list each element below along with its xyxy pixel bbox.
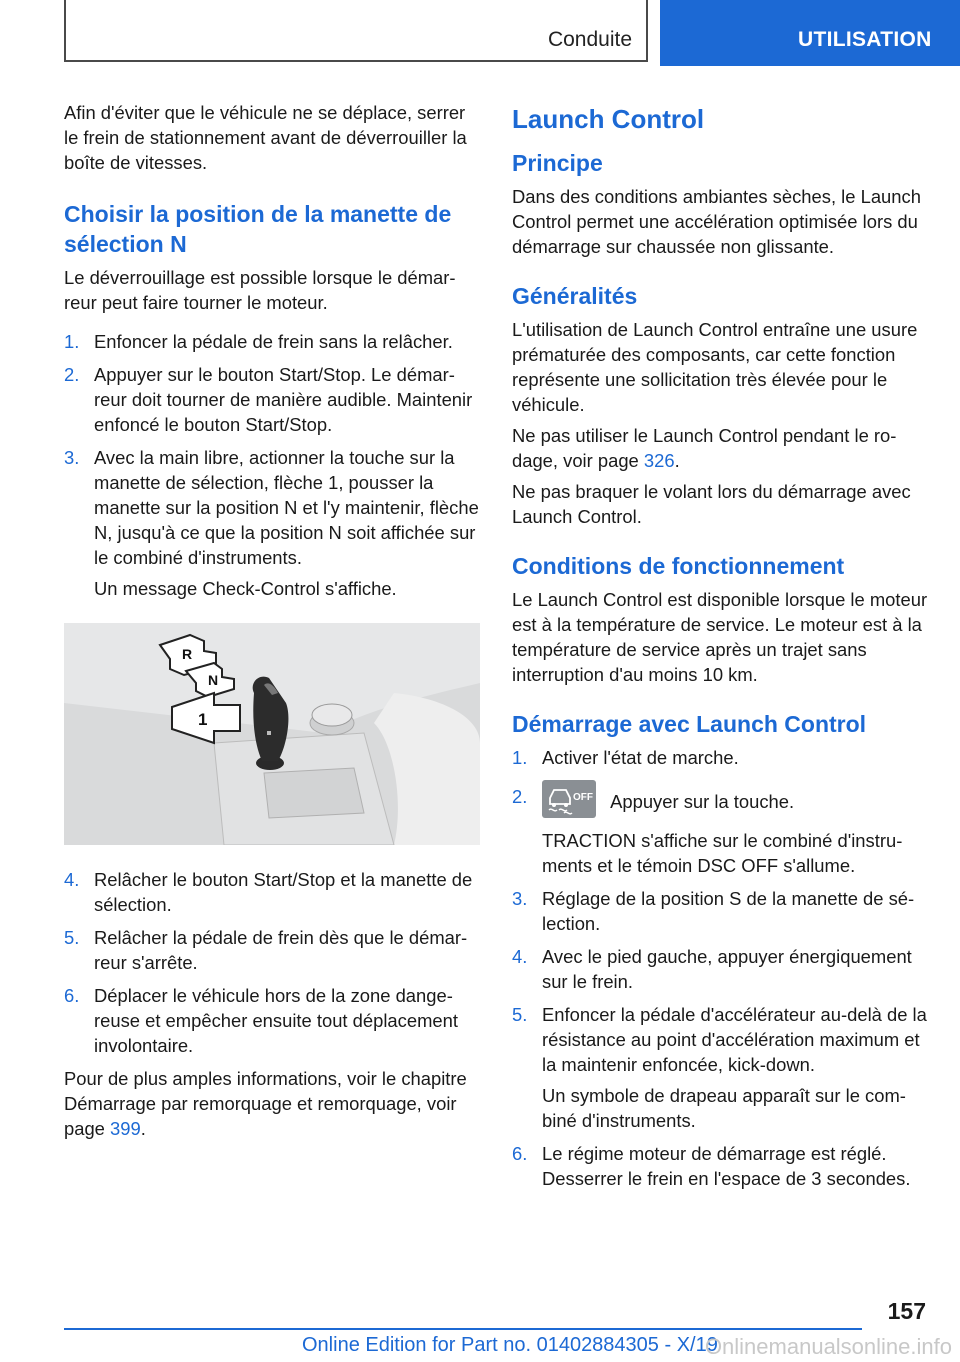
step-number: 5. [512,1004,528,1025]
step-text: Relâcher la pédale de frein dès que le démarreur s'arrête. [94,927,468,973]
figure-label-r: R [182,646,193,662]
heading-generalites: Généralités [512,283,638,309]
dsc-off-label: OFF [573,792,593,803]
list-item [512,1002,928,1133]
list-item [64,362,480,437]
step-text: Appuyer sur le bouton Start/Stop. Le démarreur doit tourner de manière audible. Maintenir enfoncé le bouton Start/Stop. [94,364,473,435]
step-number: 3. [512,888,528,909]
page-number: 157 [887,1298,926,1324]
step-number: 2. [64,364,80,385]
right-column [512,100,928,1199]
footer-divider [64,1328,862,1330]
heading-conditions: Conditions de fonctionnement [512,553,845,579]
step-number: 2. [512,786,528,807]
step-number: 4. [64,869,80,890]
list-item [512,886,928,936]
step-text: Avec le pied gauche, appuyer énergiquement sur le frein. [542,946,912,992]
list-item [512,784,928,878]
section-tab[interactable]: UTILISATION [660,0,960,66]
principe-paragraph: Dans des conditions ambiantes sèches, le Launch Control permet une accélération optimisée lors du démarrage sur chaussée non glissante. [512,186,921,257]
chapter-tab[interactable] [64,0,648,62]
generalites-paragraph-1: L'utilisation de Launch Control entraîne une usure prématurée des composants, car cette fonction représente une sollicitation très élevée pour le véhicule. [512,319,918,415]
figure-label-n: N [208,672,219,688]
list-item [64,983,480,1058]
list-item [64,329,480,354]
page-header [0,0,960,66]
step-number: 6. [512,1143,528,1164]
launch-steps-list [512,745,928,1191]
heading-selection-n: Choisir la position de la manette de sélection N [64,201,452,257]
generalites-paragraph-2 [512,423,928,473]
figure-label-1: 1 [198,710,208,729]
step-text: Le régime moteur de démarrage est réglé. Desserrer le frein en l'espace de 3 secondes. [542,1143,911,1189]
step-text: Appuyer sur la touche. [610,790,795,812]
list-item [64,925,480,975]
intro-paragraph: Afin d'éviter que le véhicule ne se déplace, serrer le frein de stationnement avant de déverrouiller la boîte de vitesses. [64,102,467,173]
list-item [512,745,928,770]
conditions-paragraph: Le Launch Control est disponible lorsque le moteur est à la température de service. Le moteur est à la température de service après un trajet sans interruption d'au moins 10 km. [512,589,928,685]
step-text: Déplacer le véhicule hors de la zone dangereuse et empêcher ensuite tout déplacement involontaire. [94,985,458,1056]
generalites-end: . [674,450,680,471]
step-number: 3. [64,447,80,468]
step-text: Relâcher le bouton Start/Stop et la manette de sélection. [94,869,473,915]
step-number: 1. [64,331,80,352]
step-note: Un symbole de drapeau apparaît sur le combiné d'instruments. [542,1085,906,1131]
steps-list-1 [64,329,480,601]
step-note: TRACTION s'affiche sur le combiné d'instruments et le témoin DSC OFF s'allume. [542,830,903,876]
edition-info: Online Edition for Part no. 01402884305 - X/19 [302,1334,718,1356]
left-column [64,100,480,1147]
heading-principe: Principe [512,150,603,176]
step-text: Avec la main libre, actionner la touche sur la manette de sélection, flèche 1, pousser la manette sur la position N et l'y maintenir, flèche N, jusqu'à ce que la position N soit affichée sur le combiné d'instruments. [94,447,479,568]
step-text: Enfoncer la pédale de frein sans la relâcher. [94,331,453,352]
outro-end: . [140,1118,146,1139]
gear-selector-illustration [64,623,480,845]
page-link-326[interactable]: 326 [643,450,675,471]
step-text: Réglage de la position S de la manette de sélection. [542,888,915,934]
list-item [512,944,928,994]
outro-text: Pour de plus amples informations, voir le chapitre Démarrage par remorquage et remorquage, voir page [64,1068,467,1139]
heading-demarrage: Démarrage avec Launch Control [512,711,867,737]
step-number: 4. [512,946,528,967]
outro-paragraph [64,1066,480,1141]
gear-selector-drawing [64,623,480,845]
watermark: Onlinemanualsonline.info [704,1334,952,1359]
generalites-paragraph-3: Ne pas braquer le volant lors du démarrage avec Launch Control. [512,481,911,527]
step-text: Enfoncer la pédale d'accélérateur au-delà de la résistance au point d'accélération maximum et la maintenir enfoncée, kick-down. [542,1004,927,1075]
step-number: 6. [64,985,80,1006]
step-text: Activer l'état de marche. [542,747,739,768]
chapter-title: Conduite [547,28,632,51]
step-note: Un message Check-Control s'affiche. [94,578,397,599]
list-item [64,867,480,917]
steps-list-2 [64,867,480,1058]
unlock-paragraph: Le déverrouillage est possible lorsque le démarreur peut faire tourner le moteur. [64,267,456,313]
step-number: 1. [512,747,528,768]
launch-control-title: Launch Control [512,104,705,134]
list-item [64,445,480,601]
page-link-399[interactable]: 399 [110,1118,141,1139]
step-number: 5. [64,927,80,948]
list-item [512,1141,928,1191]
generalites-text: Ne pas utiliser le Launch Control pendant le rodage, voir page [512,425,897,471]
dsc-off-icon [542,780,596,818]
